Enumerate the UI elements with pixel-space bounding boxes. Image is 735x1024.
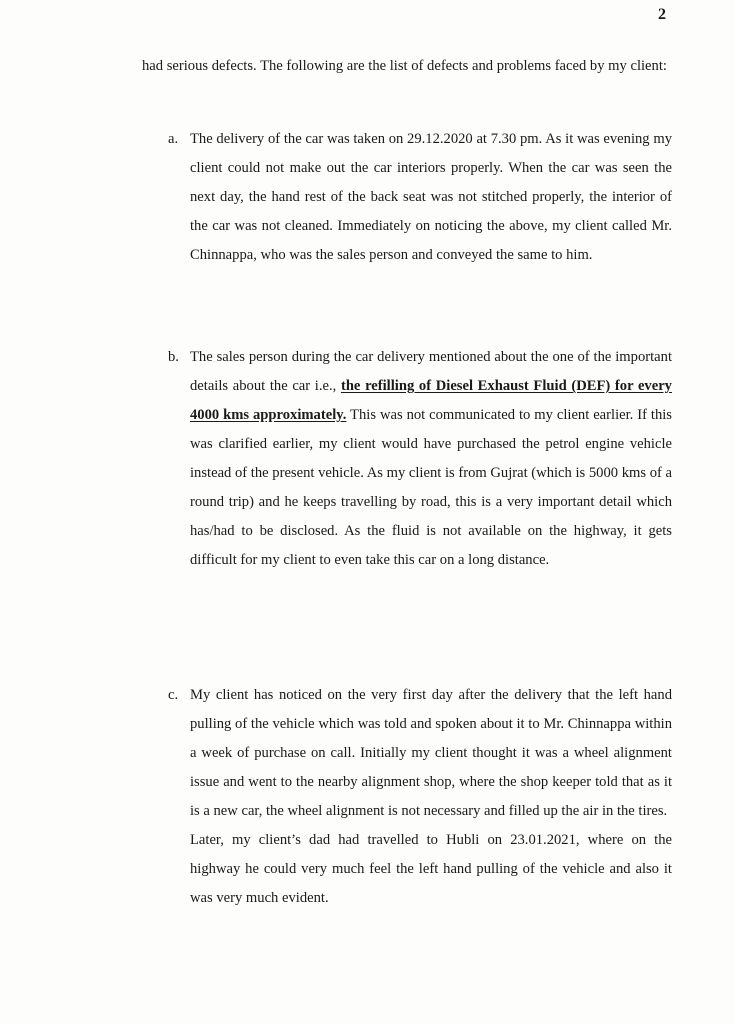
emphasized-text: the refilling of Diesel Exhaust Fluid (DEF) for every 4000 kms approximately. <box>190 378 672 423</box>
list-item-text <box>190 343 672 575</box>
defect-b-paragraph <box>190 343 672 575</box>
list-marker: b. <box>168 349 179 365</box>
list-marker: a. <box>168 131 179 147</box>
list-marker: c. <box>168 687 179 703</box>
intro-paragraph: had serious defects. The following are the list of defects and problems faced by my client: <box>142 58 667 74</box>
list-item-text <box>190 125 672 270</box>
list-item <box>168 343 672 575</box>
defect-c-paragraph: My client has noticed on the very first day after the delivery that the left hand pulling of the vehicle which was told and spoken about it to Mr. Chinnappa within a week of purchase on call. Initially my client thought it was a wheel alignment issue and went to the nearby alignment shop, where the shop keeper told that as it is a new car, the wheel alignment is not necessary and filled up the air in the tires. <box>190 687 672 819</box>
list-item <box>168 681 672 913</box>
defect-b-text-after: This was not communicated to my client earlier. If this was clarified earlier, my client would have purchased the petrol engine vehicle instead of the present vehicle. As my client is from Gujrat (which is 5000 kms of a round trip) and he keeps travelling by road, this is a very important detail which has/had to be disclosed. As the fluid is not available on the highway, it gets difficult for my client to even take this car on a long distance. <box>190 407 672 568</box>
page-number: 2 <box>658 6 666 23</box>
defect-a-paragraph: The delivery of the car was taken on 29.12.2020 at 7.30 pm. As it was evening my client could not make out the car interiors properly. When the car was seen the next day, the hand rest of the back seat was not stitched properly, the interior of the car was not cleaned. Immediately on noticing the above, my client called Mr. Chinnappa, who was the sales person and conveyed the same to him. <box>190 131 672 263</box>
defect-c-paragraph-continued: Later, my client’s dad had travelled to Hubli on 23.01.2021, where on the highway he could very much feel the left hand pulling of the vehicle and also it was very much evident. <box>190 832 672 906</box>
list-item-text <box>190 681 672 913</box>
list-item <box>168 125 672 270</box>
defect-b-text-before: The sales person during the car delivery mentioned about the one of the important details about the car i.e., <box>190 349 672 394</box>
